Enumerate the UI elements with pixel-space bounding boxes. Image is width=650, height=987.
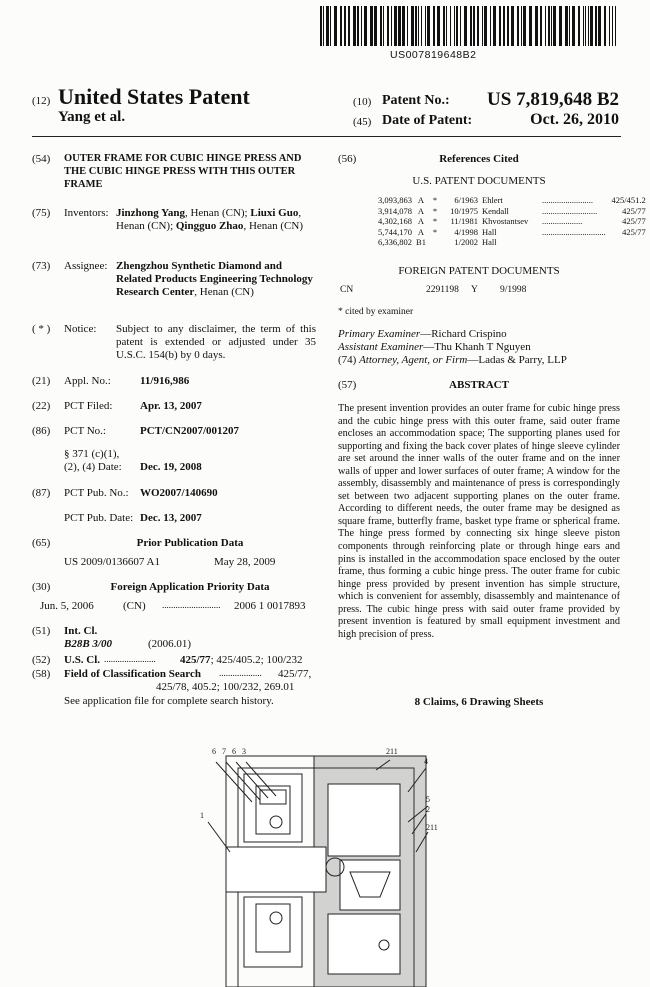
barcode-bar (418, 6, 419, 46)
barcode-bar (545, 6, 546, 46)
us-ref-row (368, 195, 646, 206)
barcode-bar (559, 6, 562, 46)
us-ref-name: Hall (482, 226, 497, 237)
barcode-bar (398, 6, 401, 46)
barcode-bar (493, 6, 496, 46)
barcode-bar (364, 6, 367, 46)
barcode-bar (529, 6, 532, 46)
us-ref-date: 1/2002 (454, 237, 478, 247)
barcode-bar (595, 6, 597, 46)
foreign-ref-num: 2291198 (426, 285, 459, 295)
barcode-bar (427, 6, 430, 46)
figure-label-6a: 6 (212, 747, 216, 756)
figure-lower-block (244, 897, 302, 967)
doc-type: United States Patent (58, 84, 250, 109)
pct-pub-no-value: WO2007/140690 (140, 487, 218, 499)
us-ref-cls: 425/77 (622, 205, 646, 216)
foreign-ref-country: CN (340, 285, 354, 295)
us-ref-kind: A (417, 195, 425, 205)
s371-label1: § 371 (c)(1), (64, 448, 120, 460)
us-ref-row (368, 216, 646, 227)
us-ref-cls (606, 237, 646, 248)
us-ref-num: 3,914,078 (378, 205, 412, 216)
barcode-bar (361, 6, 362, 46)
prior-pub-code: (65) (32, 537, 51, 549)
barcode-bar (521, 6, 522, 46)
assignee-label: Assignee: (64, 260, 108, 272)
notice-label: Notice: (64, 323, 97, 335)
abstract-text: The present invention provides an outer frame for cubic hinge press and the cubic hinge press with this outer frame, said outer frame encloses an accommodation space; The supporting planes used for supporting and fixing the back cover plates of hinge sleeve cylinder are set around the inner walls of the outer frame and on the inner walls of upper and lower surfaces of outer frame; A window for the assembly, disassembly and maintenance of press is correspondingly set between two adjacent supporting planes on the outer frame. According to different needs, the outer frame may be designed as square frame, butterfly frame, basket type frame or spherical frame. The hinge press formed by connecting six hinge sleeve piston components through reinforcing plate or through hinge ears and pins is installed in the accommodation space enclosed by the outer frame, thus forming a cubic hinge press. The outer frame for cubic hinge press provided by present invention has simple structure, which is convenient for assembly, disassembly and maintenance of press. The cubic hinge press with said outer frame provided by present invention is featured by small equipment investment and high precision of press. (338, 403, 620, 640)
us-ref-kind: A (417, 205, 425, 216)
barcode-bar (320, 6, 322, 46)
barcode-bar (578, 6, 580, 46)
us-ref-row (368, 206, 646, 217)
s371-value: Dec. 19, 2008 (140, 461, 202, 473)
barcode-bar (425, 6, 426, 46)
us-ref-kind: A (417, 216, 425, 226)
appl-code: (21) (32, 375, 51, 387)
foreign-priority-code: (30) (32, 581, 51, 593)
barcode-bar (344, 6, 346, 46)
us-ref-name: Hall (482, 237, 497, 247)
barcode-bar (415, 6, 417, 46)
barcode-bar (446, 6, 447, 46)
figure-label-2: 2 (426, 805, 430, 814)
cited-by-examiner: * cited by examiner (338, 307, 414, 317)
barcode-bar (387, 6, 389, 46)
barcode-bar (511, 6, 514, 46)
figure-right-upper (328, 784, 400, 856)
patent-no-code: (10) (353, 96, 372, 108)
assignee-value: Zhengzhou Synthetic Diamond and Related Products Engineering Technology Research Center, Henan (CN) (116, 260, 313, 298)
barcode-bar (507, 6, 509, 46)
claims-sheets: 8 Claims, 6 Drawing Sheets (414, 696, 544, 708)
pct-filed-value: Apr. 13, 2007 (140, 400, 202, 412)
foreign-ref-kind: Y (471, 285, 478, 295)
barcode-bar (477, 6, 479, 46)
refs-heading: References Cited (439, 153, 519, 165)
barcode-bar (348, 6, 350, 46)
prior-pub-date: May 28, 2009 (214, 556, 276, 568)
field-line3: See application file for complete search history. (64, 695, 274, 707)
us-ref-num: 4,302,168 (378, 216, 412, 226)
barcode-bar (330, 6, 331, 46)
inventors-label: Inventors: (64, 207, 109, 219)
appl-label: Appl. No.: (64, 375, 111, 387)
int-cl-code: (51) (32, 625, 51, 637)
title: OUTER FRAME FOR CUBIC HINGE PRESS AND THE CUBIC HINGE PRESS WITH THIS OUTER FRAME (64, 153, 302, 190)
barcode-bar (323, 6, 324, 46)
barcode-bar (588, 6, 589, 46)
barcode-bar (370, 6, 373, 46)
barcode-bar (383, 6, 384, 46)
us-ref-star: * (432, 216, 438, 226)
foreign-priority-dots: .......................... (162, 600, 221, 610)
barcode-bar (565, 6, 568, 46)
barcode-bar (609, 6, 610, 46)
field-label: Field of Classification Search (64, 668, 201, 680)
pct-pub-date-value: Dec. 13, 2007 (140, 512, 202, 524)
us-ref-kind: B1 (416, 237, 426, 247)
us-cl-label: U.S. Cl. (64, 654, 101, 666)
barcode-bar (443, 6, 445, 46)
patent-date: Oct. 26, 2010 (530, 111, 619, 128)
barcode-bar (454, 6, 455, 46)
us-ref-dots (542, 237, 606, 248)
us-ref-row (368, 227, 646, 238)
us-ref-date: 4/1998 (454, 226, 478, 237)
barcode-bar (374, 6, 377, 46)
us-ref-num: 5,744,170 (378, 226, 412, 237)
pct-pub-date-label: PCT Pub. Date: (64, 512, 134, 524)
barcode-bar (490, 6, 491, 46)
date-label: Date of Patent: (382, 113, 473, 128)
pct-filed-code: (22) (32, 400, 51, 412)
prior-pub-number: US 2009/0136607 A1 (64, 556, 160, 568)
us-ref-kind: A (417, 226, 425, 237)
us-ref-name: Khvostantsev (482, 216, 529, 226)
barcode-bar (612, 6, 613, 46)
barcode-bar (326, 6, 329, 46)
figure-label-3: 3 (242, 747, 246, 756)
barcode-bar (357, 6, 359, 46)
barcode-bar (585, 6, 586, 46)
inventor-short: Yang et al. (58, 109, 126, 125)
date-code: (45) (353, 116, 372, 128)
barcode-bar (437, 6, 440, 46)
figure-label-5: 5 (426, 795, 430, 804)
notice-code: ( * ) (32, 323, 51, 335)
us-ref-cls: 425/77 (622, 216, 646, 226)
attorney: (74) Attorney, Agent, or Firm—Ladas & Parry, LLP (338, 354, 567, 366)
barcode-bar (407, 6, 408, 46)
figure-center-anvil (340, 860, 400, 910)
foreign-priority-country: (CN) (123, 600, 146, 612)
field-line1: 425/77, (278, 668, 312, 680)
barcode-bar (391, 6, 392, 46)
us-cl-code: (52) (32, 654, 51, 666)
notice-text: Subject to any disclaimer, the term of this patent is extended or adjusted under 35 U.S.C. 154(b) by 0 days. (116, 323, 316, 361)
patent-no-label: Patent No.: (382, 93, 450, 108)
barcode-bar (583, 6, 584, 46)
foreign-priority-number: 2006 1 0017893 (234, 600, 306, 612)
barcode-bar (548, 6, 550, 46)
figure-label-4: 4 (424, 757, 428, 766)
barcode-number: US007819648B2 (390, 49, 477, 61)
primary-examiner: Primary Examiner—Richard Crispino (338, 328, 507, 340)
us-ref-name: Kendall (482, 205, 509, 216)
us-cl-value: 425/77; 425/405.2; 100/232 (180, 654, 303, 666)
barcode-bar (517, 6, 519, 46)
assistant-examiner: Assistant Examiner—Thu Khanh T Nguyen (338, 341, 531, 353)
s371-label2: (2), (4) Date: (64, 461, 122, 473)
figure-label-211b: 211 (426, 823, 438, 832)
foreign-ref-date: 9/1998 (500, 285, 527, 295)
us-ref-date: 6/1963 (454, 195, 478, 205)
inventors-value: Jinzhong Yang, Henan (CN); Liuxi Guo, Henan (CN); Qingguo Zhao, Henan (CN) (116, 207, 304, 232)
barcode-bar (499, 6, 501, 46)
barcode-bar (535, 6, 538, 46)
barcode-bar (482, 6, 483, 46)
barcode-bar (553, 6, 556, 46)
us-ref-num: 6,336,802 (378, 237, 412, 247)
figure-passage (226, 847, 326, 892)
barcode-bar (551, 6, 552, 46)
header-rule (32, 136, 621, 137)
abstract-heading: ABSTRACT (449, 379, 509, 391)
us-ref-dots: .............................. (542, 226, 606, 237)
us-docs-heading: U.S. PATENT DOCUMENTS (412, 175, 546, 187)
doc-type-code: (12) (32, 95, 51, 107)
barcode-bar (473, 6, 475, 46)
barcode-bar (484, 6, 487, 46)
us-ref-num: 3,093,863 (378, 195, 412, 205)
field-line2: 425/78, 405.2; 100/232, 269.01 (156, 681, 295, 693)
us-ref-star: * (432, 205, 438, 216)
figure-upper-block (244, 774, 302, 842)
field-dots: ................... (219, 668, 262, 678)
barcode-bars (320, 6, 616, 46)
us-ref-row (368, 237, 646, 248)
appl-value: 11/916,986 (140, 375, 190, 387)
barcode-bar (433, 6, 435, 46)
us-ref-dots: ................... (542, 216, 583, 226)
field-code: (58) (32, 668, 51, 680)
barcode-bar (598, 6, 601, 46)
barcode-bar (572, 6, 575, 46)
barcode (320, 6, 620, 48)
barcode-bar (470, 6, 472, 46)
barcode-bar (503, 6, 505, 46)
us-ref-dots: ........................ (542, 195, 593, 205)
barcode-bar (334, 6, 337, 46)
barcode-bar (340, 6, 342, 46)
barcode-bar (540, 6, 542, 46)
barcode-bar (456, 6, 458, 46)
foreign-ref-row (340, 285, 353, 295)
refs-code: (56) (338, 153, 357, 165)
figure-label-211a: 211 (386, 747, 398, 756)
us-refs-table (368, 195, 646, 248)
barcode-bar (604, 6, 606, 46)
drawing-figure (190, 742, 460, 987)
inventors-code: (75) (32, 207, 51, 219)
pct-filed-label: PCT Filed: (64, 400, 113, 412)
barcode-bar (402, 6, 405, 46)
barcode-bar (353, 6, 356, 46)
barcode-bar (460, 6, 461, 46)
barcode-bar (590, 6, 593, 46)
pct-no-value: PCT/CN2007/001207 (140, 425, 239, 437)
figure-label-1: 1 (200, 811, 204, 820)
int-cl-class: B28B 3/00 (64, 638, 112, 650)
us-ref-cls: 425/451.2 (611, 195, 646, 205)
pct-no-code: (86) (32, 425, 51, 437)
pct-no-label: PCT No.: (64, 425, 106, 437)
us-ref-dots: .......................... (542, 205, 598, 216)
barcode-bar (394, 6, 397, 46)
barcode-bar (411, 6, 414, 46)
prior-pub-heading: Prior Publication Data (136, 537, 244, 549)
int-cl-version: (2006.01) (148, 638, 192, 650)
pct-pub-no-code: (87) (32, 487, 51, 499)
us-ref-date: 10/1975 (450, 205, 478, 216)
foreign-priority-date: Jun. 5, 2006 (40, 600, 94, 612)
barcode-bar (450, 6, 451, 46)
title-code: (54) (32, 153, 51, 165)
pct-pub-no-label: PCT Pub. No.: (64, 487, 129, 499)
us-cl-dots: ....................... (104, 654, 156, 664)
int-cl-label: Int. Cl. (64, 625, 98, 637)
assignee-code: (73) (32, 260, 51, 272)
barcode-bar (464, 6, 467, 46)
us-ref-date: 11/1981 (450, 216, 478, 226)
abstract-code: (57) (338, 379, 357, 391)
us-ref-star: * (432, 195, 438, 205)
us-ref-name: Ehlert (482, 195, 503, 205)
barcode-bar (569, 6, 570, 46)
figure-label-6b: 6 (232, 747, 236, 756)
us-ref-star: * (432, 226, 438, 237)
figure-label-7: 7 (222, 747, 226, 756)
us-ref-cls: 425/77 (622, 226, 646, 237)
patent-number: US 7,819,648 B2 (487, 89, 619, 110)
barcode-bar (421, 6, 422, 46)
barcode-bar (380, 6, 382, 46)
barcode-bar (523, 6, 526, 46)
barcode-bar (615, 6, 616, 46)
foreign-priority-heading: Foreign Application Priority Data (110, 581, 270, 593)
us-ref-star (430, 237, 440, 248)
foreign-docs-heading: FOREIGN PATENT DOCUMENTS (398, 265, 560, 277)
